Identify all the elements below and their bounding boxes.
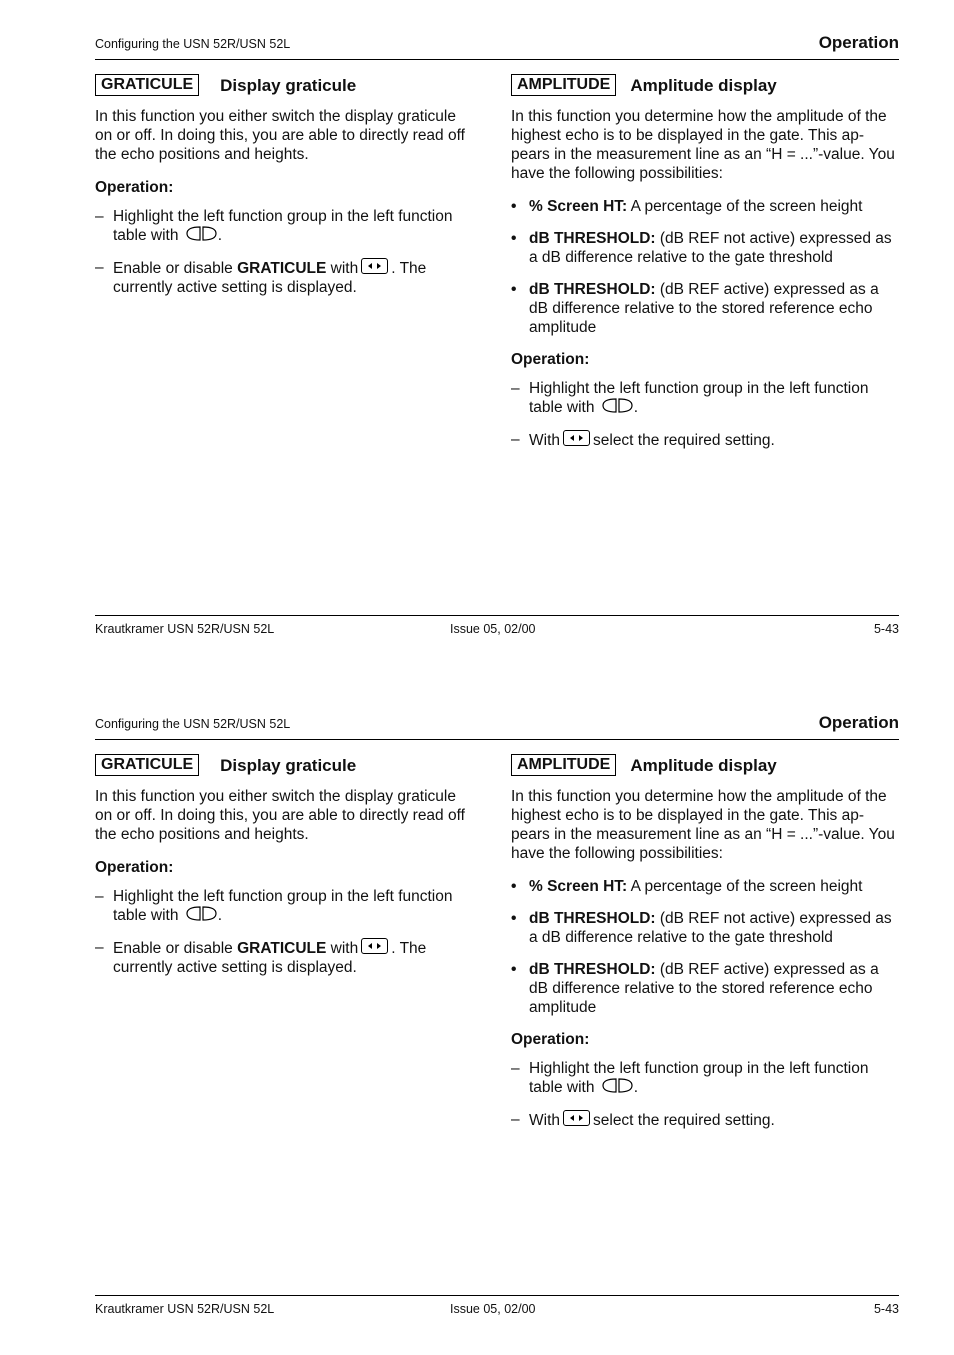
footer-left: Krautkramer USN 52R/USN 52L bbox=[95, 1302, 275, 1316]
amplitude-intro: In this function you determine how the amplitude of the highest echo is to be displayed in the gate. This ap-pears in the measurement line as an “H = ...”-value. You have the following possibilities: bbox=[511, 108, 895, 182]
graticule-step-2: – Enable or disable GRATICULE with . The currently active setting is displayed. bbox=[95, 259, 427, 296]
amplitude-option: • dB THRESHOLD: (dB REF not active) expressed as a dB difference relative to the gate threshold bbox=[511, 230, 892, 266]
graticule-intro: In this function you either switch the display graticule on or off. In doing this, you are able to directly read off the echo positions and heights. bbox=[95, 108, 465, 163]
amplitude-title: Amplitude display bbox=[630, 755, 777, 775]
amplitude-option: • dB THRESHOLD: (dB REF not active) expressed as a dB difference relative to the gate threshold bbox=[511, 910, 892, 946]
amplitude-step-2: – With select the required setting. bbox=[511, 431, 775, 449]
left-right-arrow-keys-icon bbox=[602, 398, 634, 413]
graticule-step-2: – Enable or disable GRATICULE with . The currently active setting is displayed. bbox=[95, 939, 427, 976]
amplitude-function-box: AMPLITUDE bbox=[511, 74, 616, 96]
horizontal-arrow-key-icon bbox=[361, 258, 388, 274]
header-rule bbox=[95, 59, 899, 60]
horizontal-arrow-key-icon bbox=[563, 430, 590, 446]
horizontal-arrow-key-icon bbox=[563, 1110, 590, 1126]
graticule-section bbox=[95, 753, 475, 990]
amplitude-intro: In this function you determine how the amplitude of the highest echo is to be displayed in the gate. This ap-pears in the measurement line as an “H = ...”-value. You have the following possibilities: bbox=[511, 788, 895, 862]
amplitude-section bbox=[511, 73, 901, 463]
graticule-step-1: – Highlight the left function group in the left function table with . bbox=[95, 208, 453, 244]
left-right-arrow-keys-icon bbox=[186, 226, 218, 241]
graticule-step-1: – Highlight the left function group in the left function table with . bbox=[95, 888, 453, 924]
header-rule bbox=[95, 739, 899, 740]
amplitude-section bbox=[511, 753, 901, 1143]
amplitude-function-box: AMPLITUDE bbox=[511, 754, 616, 776]
graticule-function-box: GRATICULE bbox=[95, 74, 199, 96]
footer-issue: Issue 05, 02/00 bbox=[450, 1302, 536, 1316]
manual-page-1 bbox=[0, 0, 954, 675]
footer-rule bbox=[95, 1295, 899, 1296]
running-header-right: Operation bbox=[818, 33, 899, 52]
amplitude-title: Amplitude display bbox=[630, 75, 777, 95]
graticule-section bbox=[95, 73, 475, 310]
manual-page-2 bbox=[0, 680, 954, 1355]
amplitude-step-1: – Highlight the left function group in the left function table with . bbox=[511, 1060, 869, 1096]
amplitude-operation-label: Operation: bbox=[511, 1031, 590, 1048]
graticule-operation-label: Operation: bbox=[95, 859, 174, 876]
left-right-arrow-keys-icon bbox=[186, 906, 218, 921]
amplitude-step-2: – With select the required setting. bbox=[511, 1111, 775, 1129]
horizontal-arrow-key-icon bbox=[361, 938, 388, 954]
footer-left: Krautkramer USN 52R/USN 52L bbox=[95, 622, 275, 636]
amplitude-step-1: – Highlight the left function group in the left function table with . bbox=[511, 380, 869, 416]
footer-issue: Issue 05, 02/00 bbox=[450, 622, 536, 636]
graticule-title: Display graticule bbox=[220, 755, 357, 775]
running-header-left: Configuring the USN 52R/USN 52L bbox=[95, 37, 291, 51]
footer-page-number: 5-43 bbox=[873, 622, 899, 636]
amplitude-option: • dB THRESHOLD: (dB REF active) expressed as a dB difference relative to the stored reference echo amplitude bbox=[511, 281, 879, 336]
amplitude-operation-label: Operation: bbox=[511, 351, 590, 368]
graticule-title: Display graticule bbox=[220, 75, 357, 95]
amplitude-option: • % Screen HT: A percentage of the screen height bbox=[511, 198, 863, 215]
running-header-left: Configuring the USN 52R/USN 52L bbox=[95, 717, 291, 731]
amplitude-option: • dB THRESHOLD: (dB REF active) expressed as a dB difference relative to the stored reference echo amplitude bbox=[511, 961, 879, 1016]
graticule-intro: In this function you either switch the display graticule on or off. In doing this, you are able to directly read off the echo positions and heights. bbox=[95, 788, 465, 843]
graticule-function-box: GRATICULE bbox=[95, 754, 199, 776]
running-header-right: Operation bbox=[818, 713, 899, 732]
graticule-operation-label: Operation: bbox=[95, 179, 174, 196]
amplitude-option: • % Screen HT: A percentage of the screen height bbox=[511, 878, 863, 895]
left-right-arrow-keys-icon bbox=[602, 1078, 634, 1093]
footer-rule bbox=[95, 615, 899, 616]
footer-page-number: 5-43 bbox=[873, 1302, 899, 1316]
